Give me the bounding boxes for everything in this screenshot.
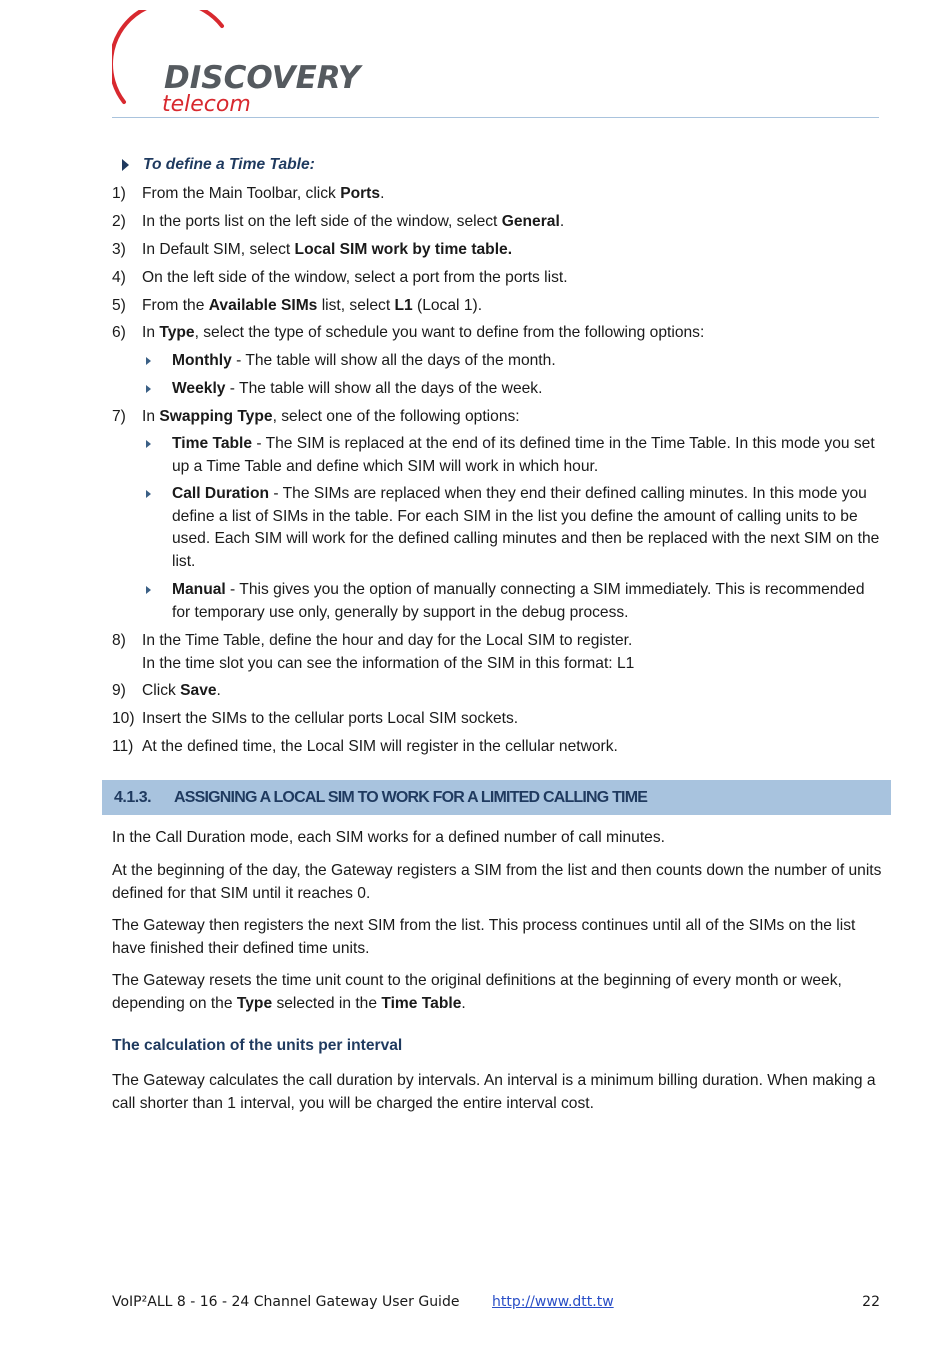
paragraph-5: The Gateway calculates the call duration by intervals. An interval is a minimum billing duration. When making a call shorter than 1 interval, you will be charged the entire interval cost. <box>112 1072 876 1112</box>
step-10: 10) Insert the SIMs to the cellular ports Local SIM sockets. <box>112 708 882 731</box>
swap-option-call-duration: Call Duration - The SIMs are replaced when they end their defined calling minutes. In this mode you define a list of SIMs in the table. For each SIM in the list you define the amount of calling units to be used. Each SIM will work for the defined calling minutes and then be replaced with the next SIM on the list. <box>144 483 882 573</box>
triangle-bullet-icon <box>146 357 151 365</box>
step-number: 8) <box>112 632 126 649</box>
triangle-bullet-icon <box>146 385 151 393</box>
subheading: The calculation of the units per interval <box>112 1037 403 1054</box>
step-3: 3) In Default SIM, select Local SIM work by time table. <box>112 239 882 262</box>
step-number: 5) <box>112 297 126 314</box>
step-number: 7) <box>112 408 126 425</box>
paragraph-4: The Gateway resets the time unit count to the original definitions at the beginning of every month or week, depending on the Type selected in the Time Table. <box>112 972 842 1012</box>
footer-guide-title: VoIP²ALL 8 - 16 - 24 Channel Gateway User Guide <box>112 1294 460 1310</box>
page-number: 22 <box>862 1294 880 1310</box>
step-number: 11) <box>112 738 134 755</box>
step-2: 2) In the ports list on the left side of the window, select General. <box>112 211 882 234</box>
triangle-bullet-icon <box>122 159 129 171</box>
step-number: 6) <box>112 324 126 341</box>
step-9: 9) Click Save. <box>112 680 882 703</box>
triangle-bullet-icon <box>146 490 151 498</box>
procedure-title-text: To define a Time Table: <box>143 155 315 173</box>
paragraph-1: In the Call Duration mode, each SIM works for a defined number of call minutes. <box>112 829 665 846</box>
triangle-bullet-icon <box>146 586 151 594</box>
section-title: ASSIGNING A LOCAL SIM TO WORK FOR A LIMITED CALLING TIME <box>174 788 648 806</box>
step-8: 8) In the Time Table, define the hour and day for the Local SIM to register. In the time slot you can see the information of the SIM in this format: L1 <box>112 632 635 672</box>
header-divider <box>112 117 879 118</box>
type-option-monthly: Monthly - The table will show all the days of the month. <box>144 350 882 373</box>
paragraph-2: At the beginning of the day, the Gateway registers a SIM from the list and then counts down the number of units defined for that SIM until it reaches 0. <box>112 862 882 902</box>
type-option-weekly: Weekly - The table will show all the days of the week. <box>144 378 882 401</box>
step-4: 4) On the left side of the window, select a port from the ports list. <box>112 267 882 290</box>
step-number: 9) <box>112 682 126 699</box>
step-number: 10) <box>112 710 135 727</box>
step-number: 3) <box>112 241 126 258</box>
section-number: 4.1.3. <box>114 788 152 806</box>
step-5: 5) From the Available SIMs list, select L1 (Local 1). <box>112 295 882 318</box>
logo-name: DISCOVERY <box>164 60 361 96</box>
swap-option-time-table: Time Table - The SIM is replaced at the end of its defined time in the Time Table. In this mode you set up a Time Table and define which SIM will work in which hour. <box>144 433 882 478</box>
step-11: 11) At the defined time, the Local SIM will register in the cellular network. <box>112 736 882 759</box>
procedure-title <box>112 154 315 176</box>
step-number: 1) <box>112 185 126 202</box>
step-number: 2) <box>112 213 126 230</box>
paragraph-3: The Gateway then registers the next SIM from the list. This process continues until all of the SIMs on the list have finished their defined time units. <box>112 917 856 957</box>
footer-url-link[interactable]: http://www.dtt.tw <box>492 1294 614 1310</box>
swap-option-manual: Manual - This gives you the option of manually connecting a SIM immediately. This is recommended for temporary use only, generally by support in the debug process. <box>144 579 882 624</box>
logo-graphic <box>112 10 372 118</box>
logo-sub: telecom <box>162 92 251 117</box>
step-1: 1) From the Main Toolbar, click Ports. <box>112 183 882 206</box>
step-7: 7) In Swapping Type, select one of the following options: <box>112 406 882 429</box>
company-logo <box>112 10 372 118</box>
step-6: 6) In Type, select the type of schedule you want to define from the following options: <box>112 322 882 345</box>
triangle-bullet-icon <box>146 440 151 448</box>
section-heading <box>102 780 891 815</box>
step-number: 4) <box>112 269 126 286</box>
